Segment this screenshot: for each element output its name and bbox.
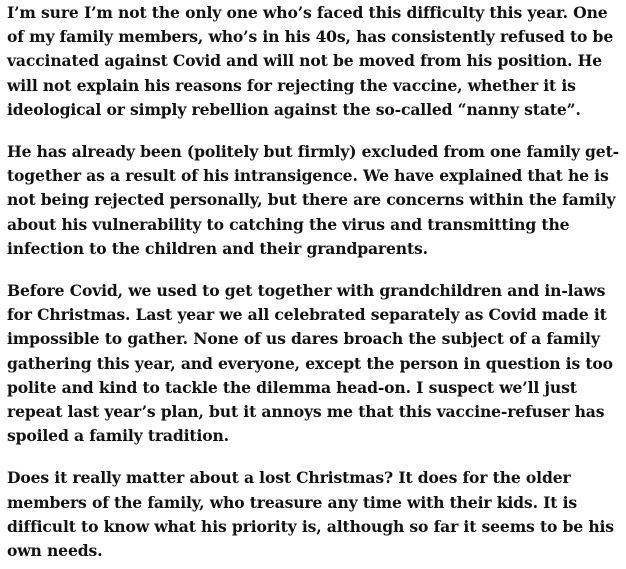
article-paragraph-2: He has already been (politely but firmly) excluded from one family get-together as a result of his intransigence. We have explained that he is not being rejected personally, but there are concerns within the family about his vulnerability to catching the virus and transmitting the infection to the children and their grandparents. xyxy=(7,142,619,258)
article-paragraph-3: Before Covid, we used to get together with grandchildren and in-laws for Christmas. Last year we all celebrated separately as Covid made it impossible to gather. None of us dares broach the subject of a family gathering this year, and everyone, except the person in question is too polite and kind to tackle the dilemma head-on. I suspect we’ll just repeat last year’s plan, but it annoys me that this vaccine-refuser has spoiled a family tradition. xyxy=(7,281,613,446)
article-paragraph-4: Does it really matter about a lost Christmas? It does for the older members of the family, who treasure any time with their kids. It is difficult to know what his priority is, although so far it seems to be his own needs. xyxy=(7,468,614,561)
article-paragraph-1: I’m sure I’m not the only one who’s faced this difficulty this year. One of my family members, who’s in his 40s, has consistently refused to be vaccinated against Covid and will not be moved from his position. He will not explain his reasons for rejecting the vaccine, whether it is ideological or simply rebellion against the so-called “nanny state”. xyxy=(7,3,614,119)
